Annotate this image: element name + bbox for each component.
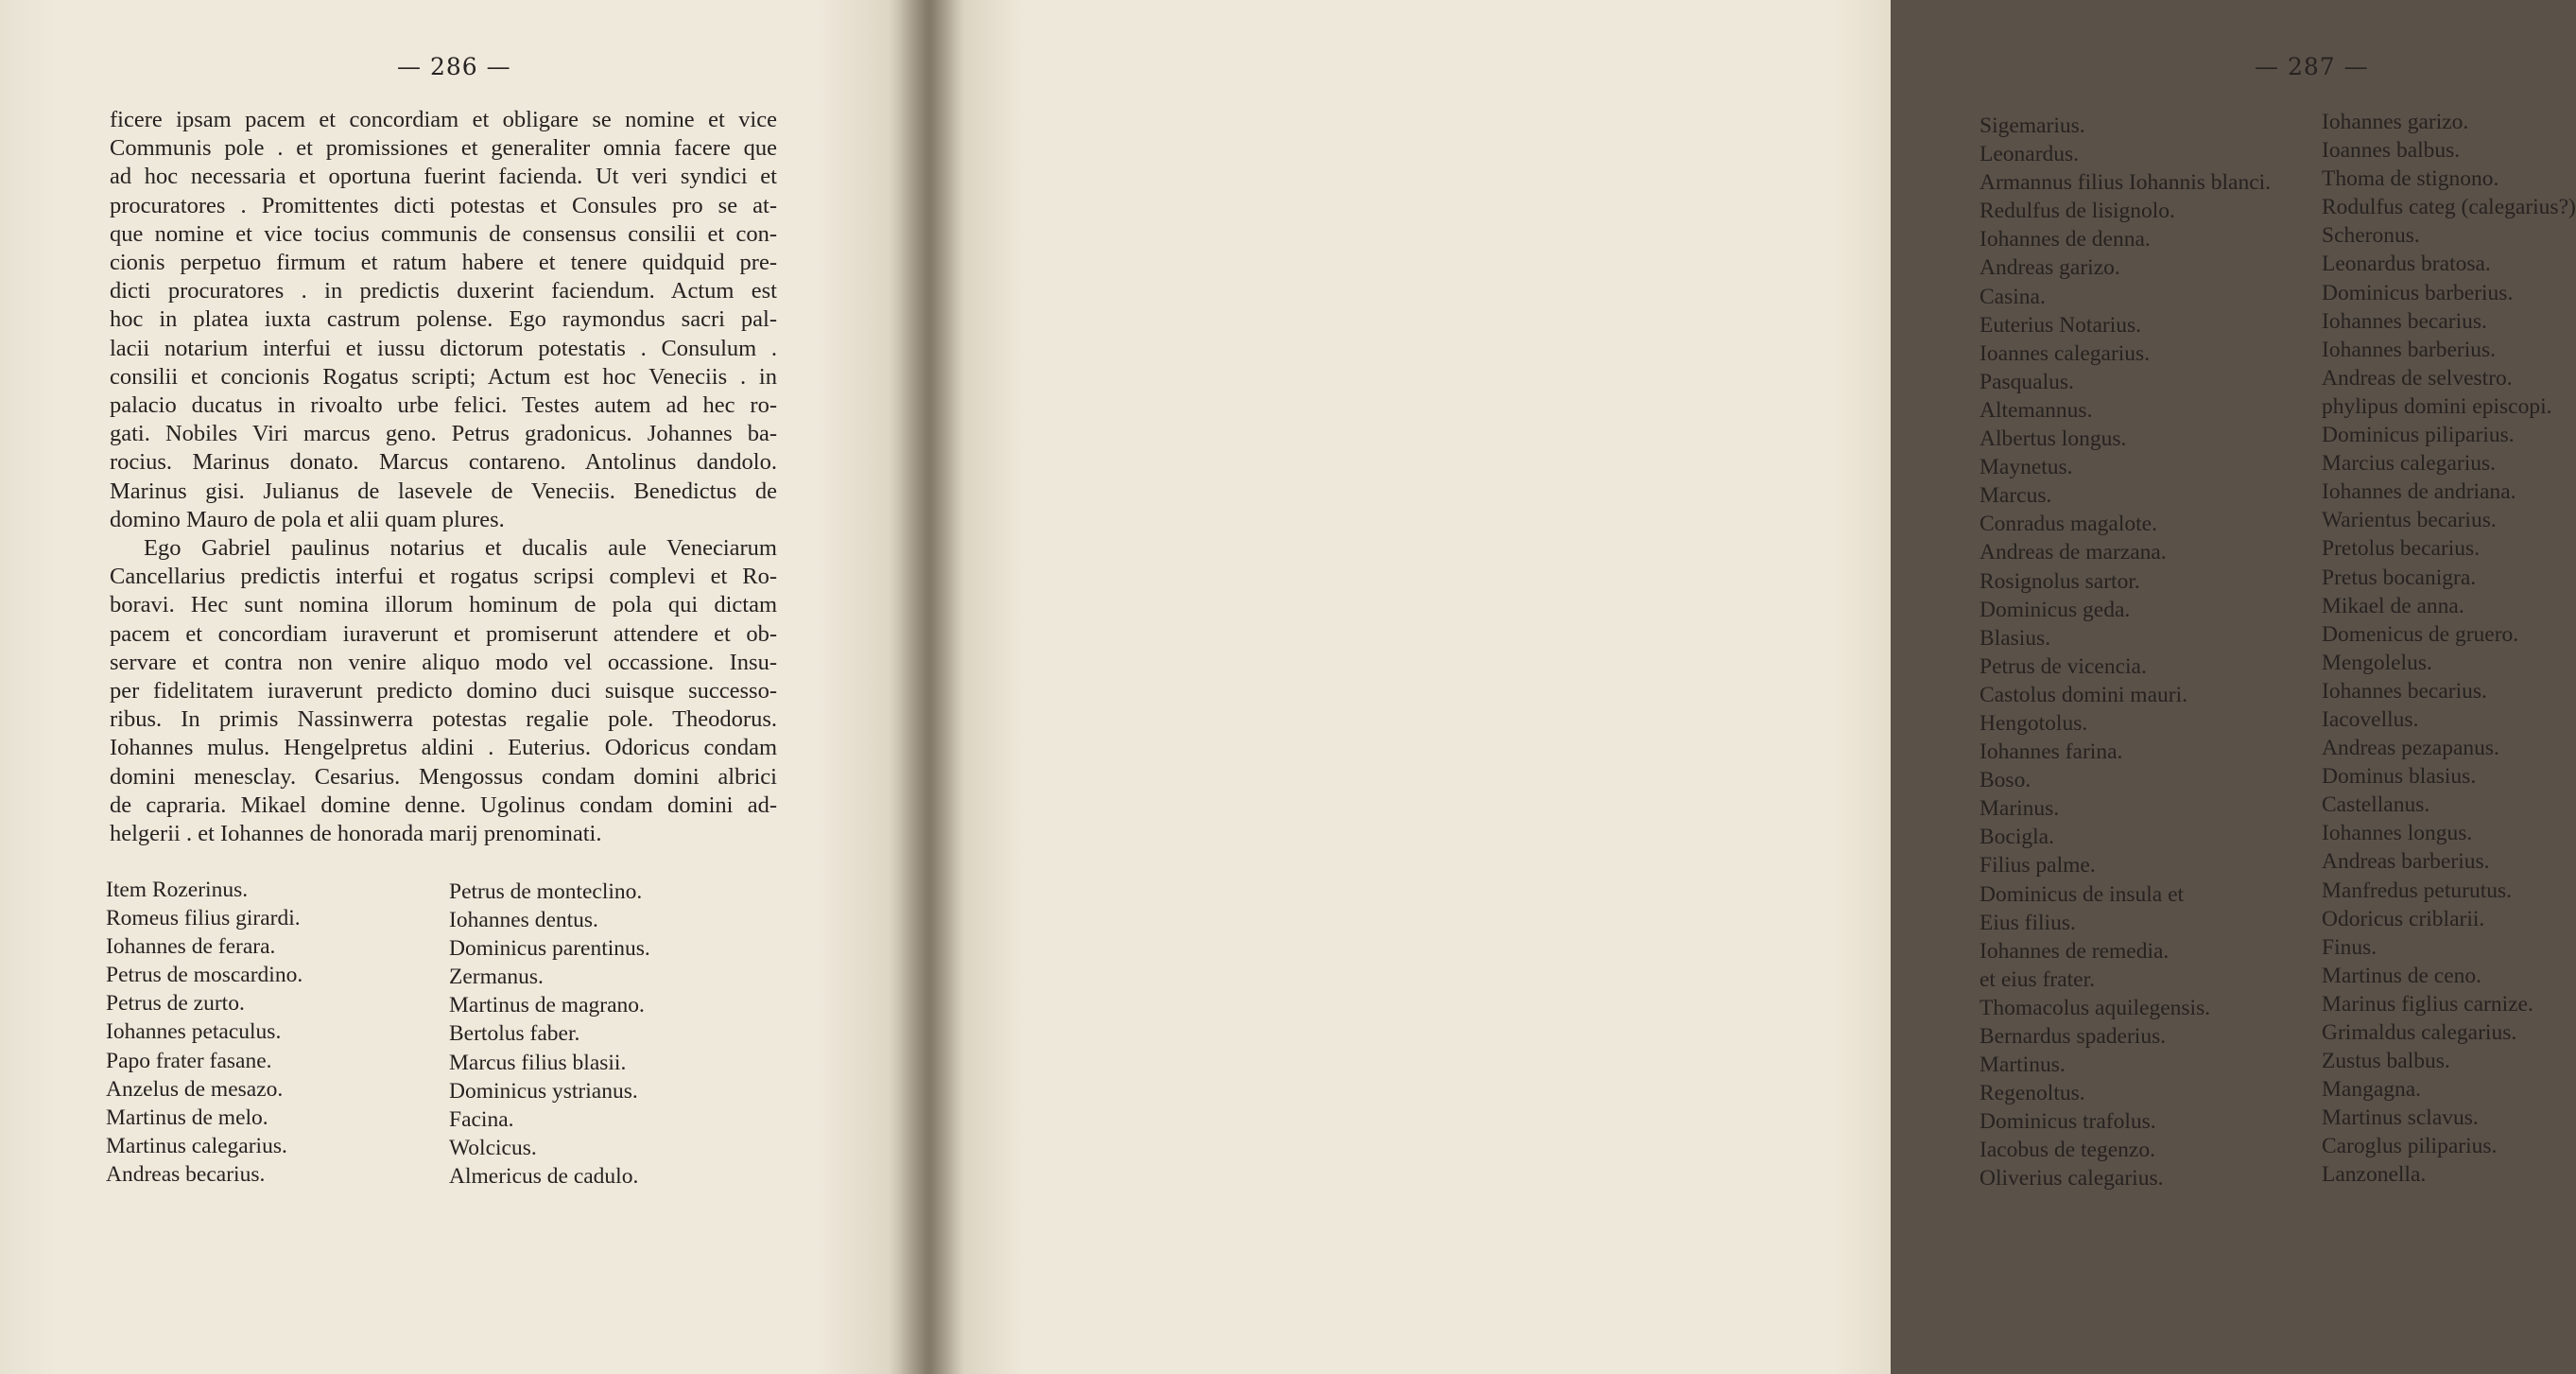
name-entry: et eius frater. <box>1980 966 2096 992</box>
name-entry: Marcius calegarius. <box>2322 451 2497 477</box>
text-line: cionis perpetuo firmum et ratum habere et tenere quidquid pre- <box>110 250 777 276</box>
text-line: ad hoc necessaria et oportuna fuerint facienda. Ut veri syndici et <box>110 164 777 190</box>
text-line: lacii notarium interfui et iussu dictorum potestatis . Consulum . <box>110 335 777 361</box>
name-entry: Domenicus de gruero. <box>2322 621 2519 647</box>
name-entry: Conradus magalote. <box>1980 512 2157 537</box>
name-entry: Altemannus. <box>1980 397 2093 423</box>
name-entry: Dominicus ystrianus. <box>449 1078 638 1104</box>
name-entry: Rodulfus categ (calegarius?) <box>2322 195 2576 220</box>
name-entry: Marcus. <box>1980 483 2052 509</box>
name-entry: Pasqualus. <box>1980 369 2074 394</box>
name-entry: Martinus de ceno. <box>2322 963 2482 988</box>
right-page <box>926 0 2576 1374</box>
book-gutter <box>889 0 964 1374</box>
name-entry: Almericus de cadulo. <box>449 1163 639 1189</box>
name-entry: Mikael de anna. <box>2322 593 2464 618</box>
right-names-column-1 <box>1980 112 2271 1193</box>
name-entry: Romeus filius girardi. <box>106 906 301 931</box>
text-line: rocius. Marinus donato. Marcus contareno. Antolinus dandolo. <box>110 449 777 476</box>
name-entry: Iacovellus. <box>2322 706 2419 732</box>
name-entry: Ioannes balbus. <box>2322 138 2461 164</box>
name-entry: Marcus filius blasii. <box>449 1050 627 1075</box>
name-entry: Andreas pezapanus. <box>2322 736 2499 761</box>
name-entry: Armannus filius Iohannis blanci. <box>1980 170 2272 196</box>
name-entry: Petrus de zurto. <box>106 991 245 1017</box>
name-entry: Castellanus. <box>2322 792 2430 818</box>
page-number-right: — 287 — <box>2255 53 2369 80</box>
text-line: palacio ducatus in rivoalto urbe felici. Testes autem ad hec ro- <box>110 392 777 419</box>
text-line: de capraria. Mikael domine denne. Ugolinus condam domini ad- <box>110 791 777 818</box>
name-entry: Dominicus trafolus. <box>1980 1109 2156 1135</box>
name-entry: Martinus. <box>1980 1052 2066 1078</box>
name-entry: Mengolelus. <box>2322 650 2432 675</box>
name-entry: Sigemarius. <box>1980 113 2085 138</box>
name-entry: Iohannes barberius. <box>2322 337 2497 362</box>
name-entry: Caroglus piliparius. <box>2322 1134 2498 1159</box>
name-entry: Iohannes garizo. <box>2322 110 2469 134</box>
name-entry: Iohannes longus. <box>2322 821 2473 846</box>
name-entry: Regenoltus. <box>1980 1081 2085 1106</box>
text-line: que nomine et vice tocius communis de consensus consilii et con- <box>110 220 777 247</box>
name-entry: Thomacolus aquilegensis. <box>1980 995 2211 1020</box>
page-number-left: — 286 — <box>397 53 511 80</box>
name-entry: Martinus calegarius. <box>106 1133 287 1158</box>
name-entry: Petrus de vicencia. <box>1980 653 2147 679</box>
name-entry: Eius filius. <box>1980 910 2076 935</box>
name-entry: Manfredus peturutus. <box>2322 878 2513 903</box>
name-entry: Petrus de monteclino. <box>449 879 643 904</box>
text-line: boravi. Hec sunt nomina illorum hominum de pola qui dictam <box>110 592 777 618</box>
left-names-column-1 <box>106 876 303 1189</box>
name-entry: Albertus longus. <box>1980 426 2127 452</box>
name-entry: Iacobus de tegenzo. <box>1980 1138 2155 1163</box>
text-line: Cancellarius predictis interfui et rogatus scripsi complevi et Ro- <box>110 564 777 590</box>
name-entry: Wolcicus. <box>449 1135 537 1160</box>
name-entry: phylipus domini episcopi. <box>2322 393 2552 419</box>
name-entry: Bocigla. <box>1980 825 2054 850</box>
name-entry: Leonardus. <box>1980 142 2080 167</box>
name-entry: Mangagna. <box>2322 1077 2422 1103</box>
name-entry: Facina. <box>449 1106 514 1132</box>
name-entry: Martinus de melo. <box>106 1104 268 1130</box>
name-entry: Andreas de marzana. <box>1980 540 2167 565</box>
name-entry: Dominus blasius. <box>2322 764 2477 790</box>
name-entry: Warientus becarius. <box>2322 508 2497 533</box>
name-entry: Filius palme. <box>1980 853 2096 878</box>
name-entry: Andreas barberius. <box>2322 849 2490 875</box>
name-entry: Maynetus. <box>1980 455 2073 480</box>
left-page <box>0 0 926 1374</box>
text-line: Communis pole . et promissiones et generaliter omnia facere que <box>110 135 777 162</box>
name-entry: Boso. <box>1980 768 2031 793</box>
text-line: consilii et concionis Rogatus scripti; Actum est hoc Veneciis . in <box>110 363 777 390</box>
name-entry: Odoricus criblarii. <box>2322 906 2485 931</box>
name-entry: Marinus. <box>1980 796 2060 822</box>
name-entry: Andreas de selvestro. <box>2322 365 2513 391</box>
paragraph-2 <box>110 534 777 848</box>
text-line: Marinus gisi. Julianus de lasevele de Veneciis. Benedictus de <box>110 478 777 504</box>
text-line: Iohannes mulus. Hengelpretus aldini . Euterius. Odoricus condam <box>110 735 777 761</box>
text-line: ficere ipsam pacem et concordiam et obligare se nomine et vice <box>110 107 777 132</box>
name-entry: Pretolus becarius. <box>2322 536 2481 562</box>
name-entry: Scheronus. <box>2322 223 2420 249</box>
text-line: gati. Nobiles Viri marcus geno. Petrus gradonicus. Johannes ba- <box>110 421 777 447</box>
name-entry: Pretus bocanigra. <box>2322 565 2477 590</box>
name-entry: Dominicus de insula et <box>1980 881 2185 907</box>
text-line: pacem et concordiam iuraverunt et promiserunt attendere et ob- <box>110 620 777 647</box>
name-entry: Finus. <box>2322 934 2377 960</box>
text-line: per fidelitatem iuraverunt predicto domino duci suisque successo- <box>110 678 777 704</box>
name-entry: Redulfus de lisignolo. <box>1980 199 2175 224</box>
name-entry: Iohannes de andriana. <box>2322 479 2516 505</box>
left-page-prose <box>110 106 777 848</box>
name-entry: Iohannes de ferara. <box>106 934 276 960</box>
left-names-column-2 <box>449 878 650 1191</box>
name-entry: Dominicus geda. <box>1980 597 2131 622</box>
name-entry: Lanzonella. <box>2322 1162 2427 1188</box>
name-entry: Oliverius calegarius. <box>1980 1166 2164 1191</box>
name-entry: Bertolus faber. <box>449 1021 580 1047</box>
name-entry: Iohannes farina. <box>1980 739 2123 765</box>
name-entry: Anzelus de mesazo. <box>106 1076 284 1102</box>
text-line: domino Mauro de pola et alii quam plures. <box>110 506 505 532</box>
name-entry: Casina. <box>1980 284 2046 309</box>
name-entry: Dominicus parentinus. <box>449 936 650 962</box>
name-entry: Andreas garizo. <box>1980 255 2120 281</box>
name-entry: Euterius Notarius. <box>1980 312 2141 338</box>
name-entry: Iohannes dentus. <box>449 908 598 933</box>
name-entry: Andreas becarius. <box>106 1161 266 1187</box>
name-entry: Ioannes calegarius. <box>1980 340 2151 366</box>
text-line: Ego Gabriel paulinus notarius et ducalis aule Veneciarum <box>144 535 777 562</box>
name-entry: Blasius. <box>1980 625 2051 651</box>
name-entry: Hengotolus. <box>1980 710 2088 736</box>
name-entry: Martinus de magrano. <box>449 993 645 1018</box>
text-line: ribus. In primis Nassinwerra potestas regalie pole. Theodorus. <box>110 706 777 733</box>
text-line: dicti procuratores . in predictis duxerint faciendum. Actum est <box>110 278 777 304</box>
name-entry: Castolus domini mauri. <box>1980 682 2187 707</box>
name-entry: Iohannes petaculus. <box>106 1019 282 1045</box>
name-entry: Marinus figlius carnize. <box>2322 991 2533 1017</box>
name-entry: Zustus balbus. <box>2322 1049 2450 1074</box>
name-entry: Bernardus spaderius. <box>1980 1024 2167 1049</box>
name-entry: Dominicus barberius. <box>2322 280 2514 305</box>
text-line: domini menesclay. Cesarius. Mengossus condam domini albrici <box>110 763 777 790</box>
name-entry: Iohannes de denna. <box>1980 227 2151 252</box>
text-line: procuratores . Promittentes dicti potestas et Consules pro se at- <box>110 192 777 218</box>
text-line: servare et contra non venire aliquo modo vel occassione. Insu- <box>110 649 777 675</box>
name-entry: Martinus sclavus. <box>2322 1105 2479 1131</box>
name-entry: Leonardus bratosa. <box>2322 252 2491 277</box>
name-entry: Thoma de stignono. <box>2322 166 2499 192</box>
text-line: helgerii . et Iohannes de honorada marij prenominati. <box>110 821 602 847</box>
name-entry: Iohannes becarius. <box>2322 678 2487 704</box>
name-entry: Grimaldus calegarius. <box>2322 1020 2517 1045</box>
name-entry: Dominicus piliparius. <box>2322 423 2515 448</box>
name-entry: Rosignolus sartor. <box>1980 568 2140 594</box>
text-line: hoc in platea iuxta castrum polense. Ego raymondus sacri pal- <box>110 306 777 333</box>
paragraph-1 <box>110 106 777 534</box>
name-entry: Item Rozerinus. <box>106 878 249 902</box>
name-entry: Petrus de moscardino. <box>106 963 303 988</box>
name-entry: Zermanus. <box>449 965 544 990</box>
right-names-column-2 <box>2322 108 2576 1190</box>
name-entry: Iohannes de remedia. <box>1980 938 2170 964</box>
name-entry: Iohannes becarius. <box>2322 308 2487 334</box>
name-entry: Papo frater fasane. <box>106 1048 272 1073</box>
